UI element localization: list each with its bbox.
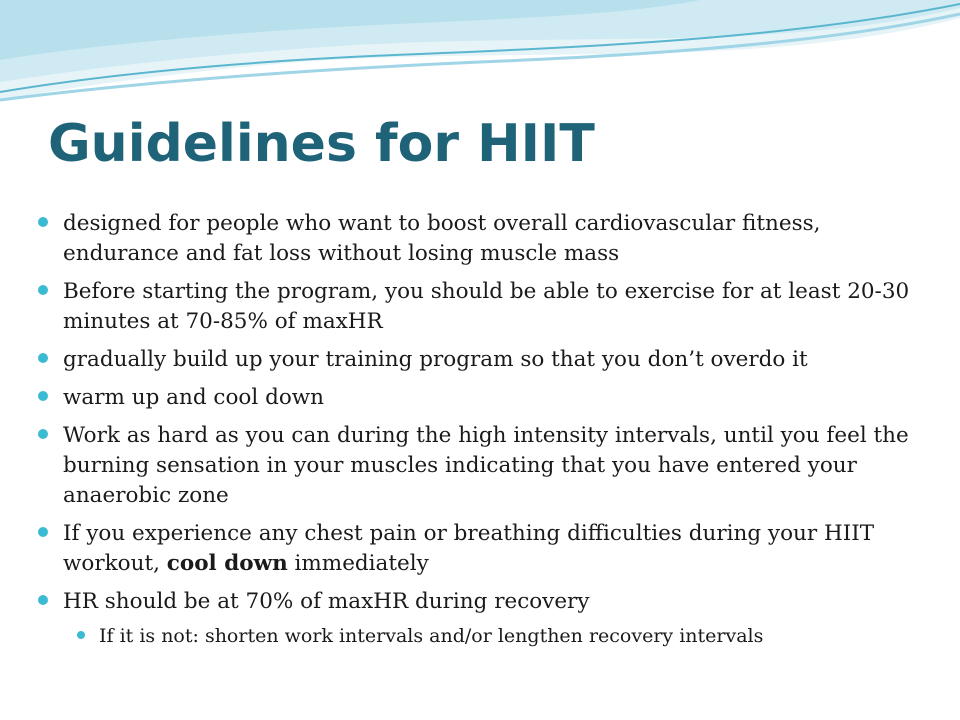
bullet-text: HR should be at 70% of maxHR during recovery [63,589,590,614]
sub-bullet-text: If it is not: shorten work intervals and/or lengthen recovery intervals [99,625,764,647]
bullet-dot-icon [38,353,48,363]
bullet-text-bold: cool down [166,551,288,576]
bullet-text: warm up and cool down [63,385,325,410]
slide-title: Guidelines for HIIT [48,114,595,174]
bullet-dot-icon [38,217,48,227]
bullet-item [38,421,943,511]
sub-bullet-item [77,623,943,649]
bullet-text: Before starting the program, you should be able to exercise for at least 20-30 minutes at 70-85% of maxHR [63,279,910,334]
bullet-item [38,209,943,269]
bullet-dot-icon [38,285,48,295]
bullet-item [38,345,943,375]
bullet-item [38,587,943,617]
bullet-dot-icon [77,631,85,639]
bullet-dot-icon [38,527,48,537]
bullet-text: designed for people who want to boost overall cardiovascular fitness, endurance and fat loss without losing muscle mass [63,211,821,266]
bullet-text: gradually build up your training program so that you don’t overdo it [63,347,808,372]
bullet-item [38,383,943,413]
bullet-dot-icon [38,595,48,605]
bullet-item [38,277,943,337]
bullet-text-before: If you experience any chest pain or breathing difficulties during your HIIT workout, [63,521,875,576]
bullet-text: Work as hard as you can during the high intensity intervals, until you feel the burning sensation in your muscles indicating that you have entered your anaerobic zone [63,423,909,508]
bullet-item [38,519,943,579]
bullet-list [38,209,943,657]
header-wave-decoration [0,0,960,110]
bullet-dot-icon [38,429,48,439]
bullet-dot-icon [38,391,48,401]
bullet-text-after: immediately [287,551,429,576]
